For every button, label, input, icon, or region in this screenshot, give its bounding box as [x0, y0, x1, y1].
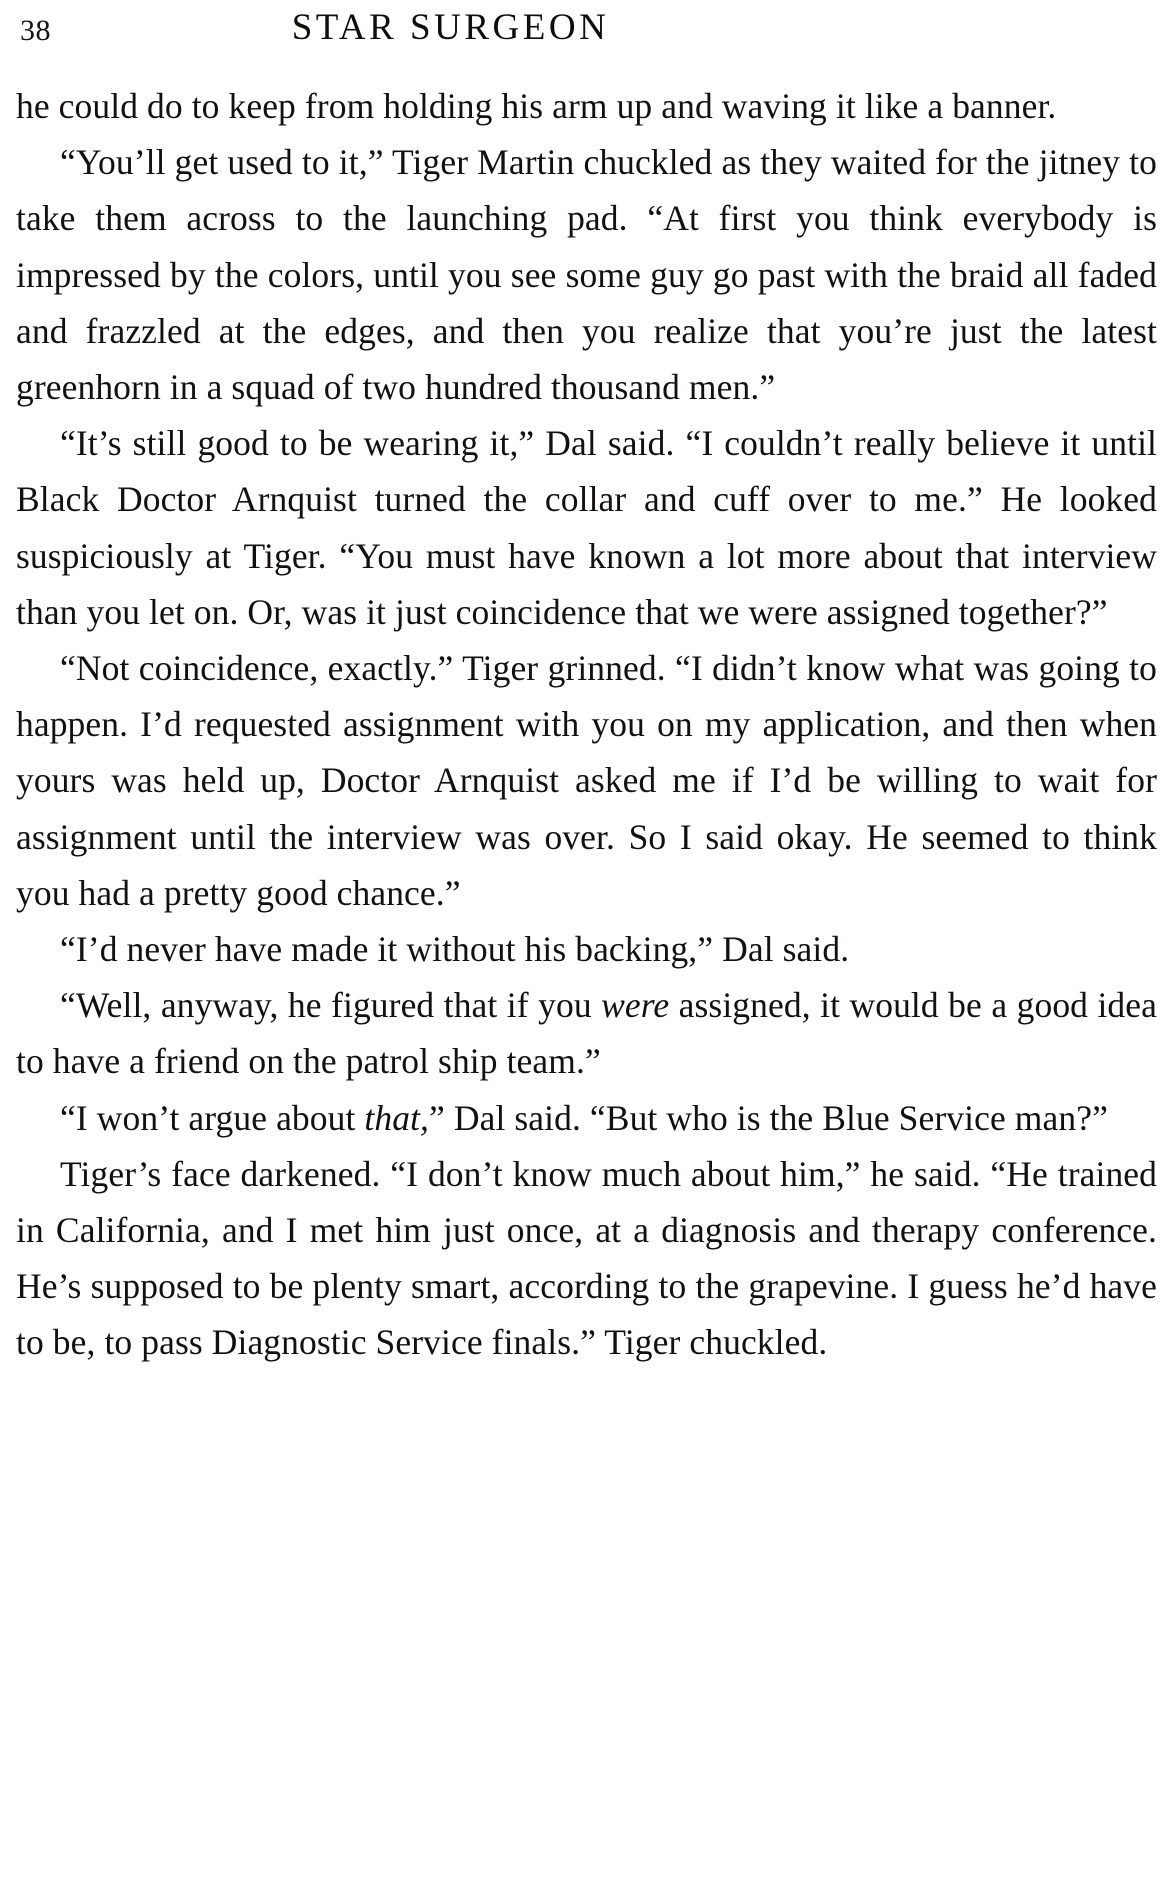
page-number: 38	[20, 14, 51, 47]
paragraph: Tiger’s face darkened. “I don’t know much about him,” he said. “He trained in California, and I met him just once, at a diagnosis and therapy conference. He’s supposed to be plenty smart, according to the grapevine. I guess he’d have to be, to pass Diagnostic Service finals.” Tiger chuckled.	[16, 1153, 1157, 1363]
paragraph: he could do to keep from holding his arm up and waving it like a banner.	[16, 86, 1057, 126]
running-head	[0, 0, 1171, 78]
paragraph: “I won’t argue about that,” Dal said. “But who is the Blue Service man?”	[60, 1097, 1108, 1138]
paragraph: “Well, anyway, he figured that if you were assigned, it would be a good idea to have a friend on the patrol ship team.”	[16, 985, 1157, 1082]
body-text	[0, 78, 1171, 1371]
paragraph: “It’s still good to be wearing it,” Dal said. “I couldn’t really believe it until Black Doctor Arnquist turned the collar and cuff over to me.” He looked suspiciously at Tiger. “You must have known a lot more about that interview than you let on. Or, was it just coincidence that we were assigned together?”	[16, 423, 1157, 632]
book-title: STAR SURGEON	[291, 7, 610, 48]
paragraph: “I’d never have made it without his backing,” Dal said.	[60, 929, 850, 970]
paragraph: “Not coincidence, exactly.” Tiger grinned. “I didn’t know what was going to happen. I’d requested assignment with you on my application, and then when yours was held up, Doctor Arnquist asked me if I’d be willing to wait for assignment until the interview was over. So I said okay. He seemed to think you had a pretty good chance.”	[16, 648, 1157, 913]
paragraph: “You’ll get used to it,” Tiger Martin chuckled as they waited for the jitney to take them across to the launching pad. “At first you think everybody is impressed by the colors, until you see some guy go past with the braid all faded and frazzled at the edges, and then you realize that you’re just the latest greenhorn in a squad of two hundred thousand men.”	[16, 142, 1157, 408]
